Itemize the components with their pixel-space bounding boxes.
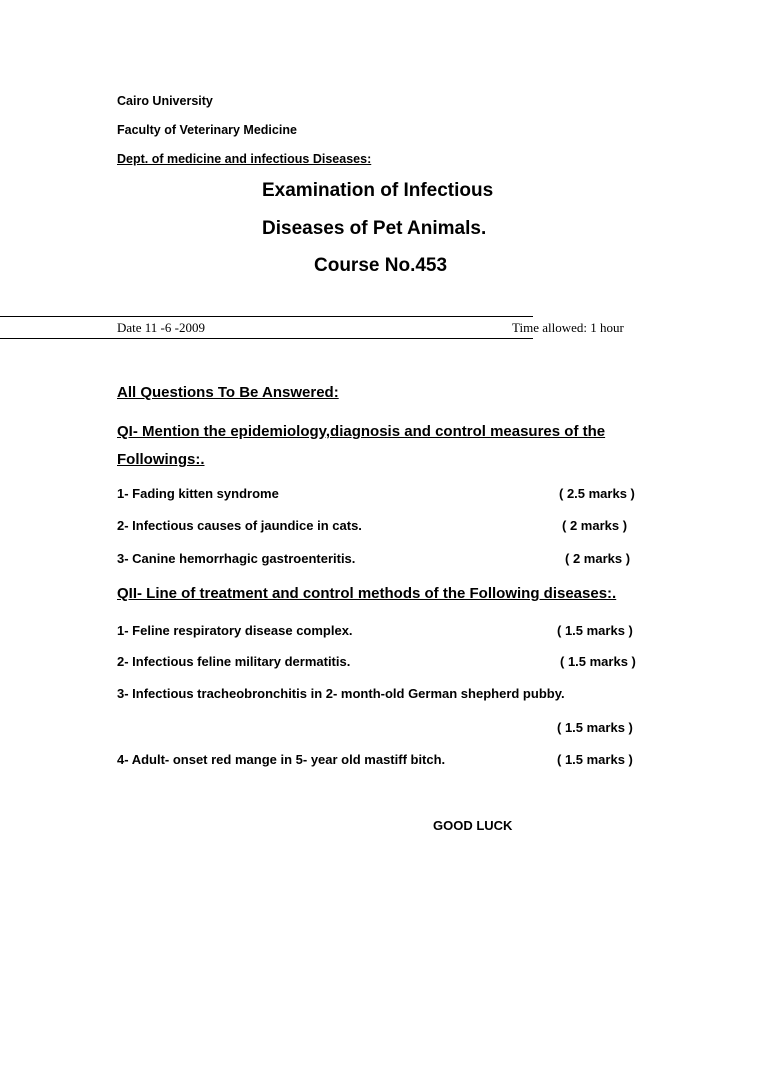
instructions: All Questions To Be Answered: [117, 384, 339, 401]
question1-item-1-marks: ( 2.5 marks ) [559, 486, 635, 501]
question2-item-2: 2- Infectious feline military dermatitis. [117, 654, 351, 669]
exam-title-line1: Examination of Infectious [262, 180, 494, 201]
question1-item-3-marks: ( 2 marks ) [565, 551, 631, 566]
question1-heading-line1: QI- Mention the epidemiology,diagnosis and control measures of the [117, 423, 606, 440]
question2-item-4-marks: ( 1.5 marks ) [557, 752, 633, 767]
question1-item-2: 2- Infectious causes of jaundice in cats. [117, 518, 362, 533]
question1-heading-line2: Followings:. [117, 451, 205, 468]
course-number: Course No.453 [314, 255, 448, 276]
exam-date: Date 11 -6 -2009 [117, 320, 205, 335]
top-rule [0, 316, 533, 317]
question1-item-1: 1- Fading kitten syndrome [117, 486, 279, 501]
question2-item-3-marks: ( 1.5 marks ) [557, 720, 633, 735]
faculty-name: Faculty of Veterinary Medicine [117, 123, 297, 137]
bottom-rule [0, 338, 533, 339]
question2-item-4: 4- Adult- onset red mange in 5- year old mastiff bitch. [117, 752, 446, 767]
question2-heading: QII- Line of treatment and control methods of the Following diseases:. [117, 585, 617, 602]
question1-item-3: 3- Canine hemorrhagic gastroenteritis. [117, 551, 356, 566]
question2-item-3: 3- Infectious tracheobronchitis in 2- month-old German shepherd pubby. [117, 686, 565, 701]
good-luck: GOOD LUCK [433, 818, 513, 833]
exam-title-line2: Diseases of Pet Animals. [262, 218, 487, 239]
question2-item-2-marks: ( 1.5 marks ) [560, 654, 636, 669]
question1-item-2-marks: ( 2 marks ) [562, 518, 628, 533]
department-name: Dept. of medicine and infectious Diseases: [117, 152, 372, 166]
question2-item-1: 1- Feline respiratory disease complex. [117, 623, 353, 638]
time-allowed: Time allowed: 1 hour [512, 320, 624, 335]
university-name: Cairo University [117, 94, 213, 108]
question2-item-1-marks: ( 1.5 marks ) [557, 623, 633, 638]
